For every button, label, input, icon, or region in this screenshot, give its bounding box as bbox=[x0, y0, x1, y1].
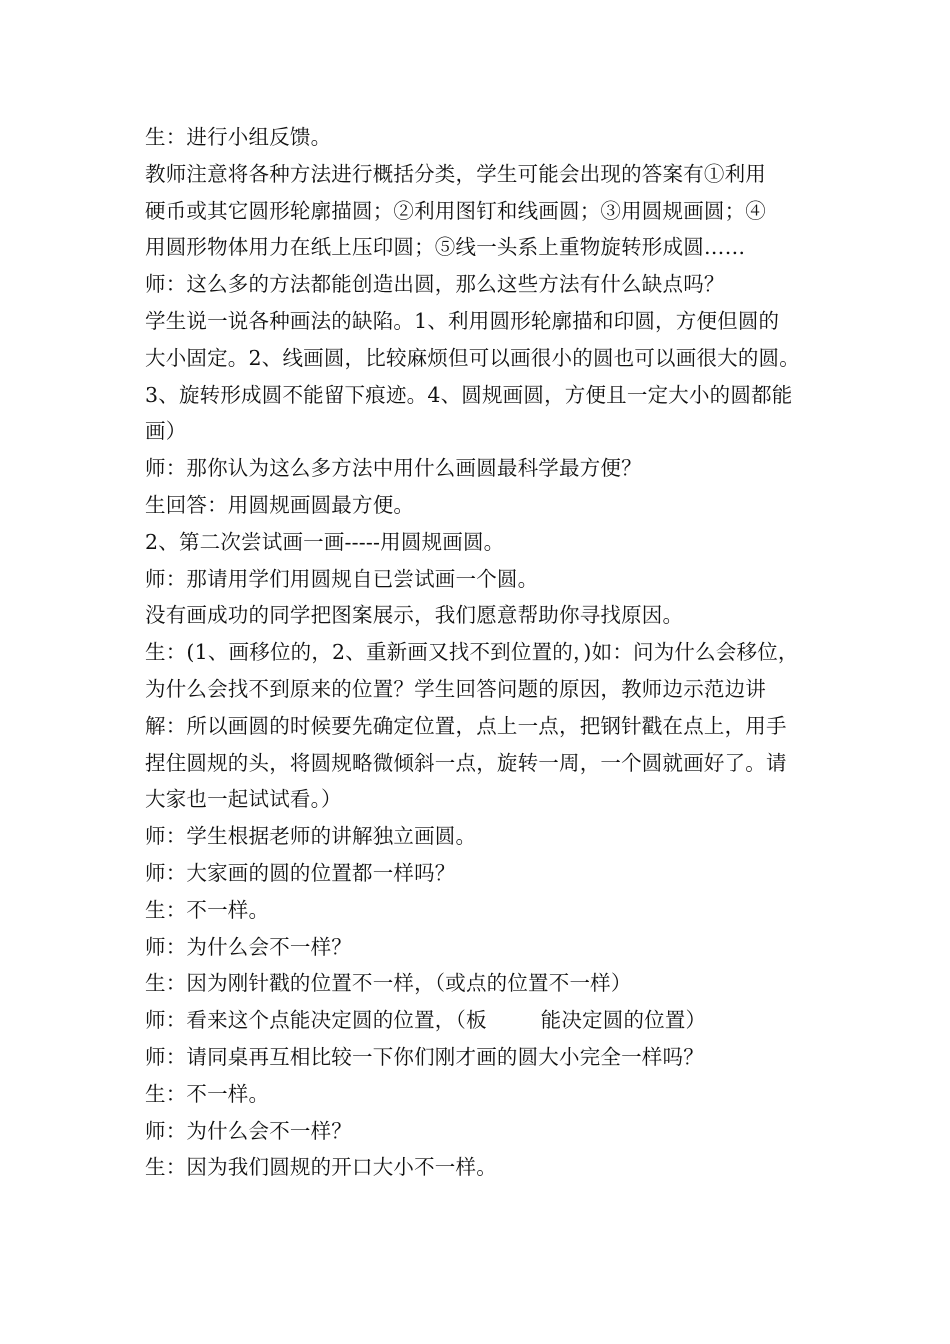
text-line: 生：不一样。 bbox=[145, 897, 270, 922]
text-line-right: 能决定圆的位置） bbox=[540, 1008, 707, 1033]
text-line: 用圆形物体用力在纸上压印圆；⑤线一头系上重物旋转形成圆…… bbox=[145, 235, 746, 260]
text-line: 硬币或其它圆形轮廓描圆；②利用图钉和线画圆；③用圆规画圆；④ bbox=[145, 198, 766, 223]
text-line: 大小固定。2、线画圆，比较麻烦但可以画很小的圆也可以画很大的圆。 bbox=[145, 345, 800, 370]
text-line: 生：(1、画移位的，2、重新画又找不到位置的，)如：问为什么会移位， bbox=[145, 640, 799, 665]
text-line: 生：不一样。 bbox=[145, 1081, 270, 1106]
text-line: 2、第二次尝试画一画-----用圆规画圆。 bbox=[145, 529, 505, 554]
text-line-split bbox=[145, 1002, 817, 1039]
text-line: 大家也一起试试看。） bbox=[145, 787, 342, 812]
text-line: 没有画成功的同学把图案展示，我们愿意帮助你寻找原因。 bbox=[145, 603, 684, 628]
text-line: 捏住圆规的头，将圆规略微倾斜一点，旋转一周，一个圆就画好了。请 bbox=[145, 750, 787, 775]
text-line: 生：因为我们圆规的开口大小不一样。 bbox=[145, 1155, 497, 1180]
text-line: 教师注意将各种方法进行概括分类，学生可能会出现的答案有①利用 bbox=[145, 161, 766, 186]
text-line: 师：那请用学们用圆规自已尝试画一个圆。 bbox=[145, 566, 539, 591]
text-line-left: 师：看来这个点能决定圆的位置，（板 bbox=[145, 1008, 487, 1033]
text-line: 3、旋转形成圆不能留下痕迹。4、圆规画圆，方便且一定大小的圆都能 bbox=[145, 382, 793, 407]
text-line: 生：进行小组反馈。 bbox=[145, 125, 332, 149]
document-body bbox=[145, 119, 817, 1186]
text-line: 师：那你认为这么多方法中用什么画圆最科学最方便？ bbox=[145, 456, 642, 481]
text-line: 师：大家画的圆的位置都一样吗？ bbox=[145, 860, 456, 885]
text-line: 师：为什么会不一样？ bbox=[145, 1118, 352, 1143]
text-line: 师：学生根据老师的讲解独立画圆。 bbox=[145, 824, 477, 849]
text-line: 学生说一说各种画法的缺陷。1、利用圆形轮廓描和印圆，方便但圆的 bbox=[145, 308, 780, 333]
text-line: 生回答：用圆规画圆最方便。 bbox=[145, 492, 415, 517]
text-line: 师：请同桌再互相比较一下你们刚才画的圆大小完全一样吗？ bbox=[145, 1044, 704, 1069]
text-line: 师：这么多的方法都能创造出圆，那么这些方法有什么缺点吗？ bbox=[145, 272, 725, 297]
text-line: 师：为什么会不一样？ bbox=[145, 934, 352, 959]
text-line: 画） bbox=[145, 419, 187, 444]
text-line: 生：因为刚针戳的位置不一样，（或点的位置不一样） bbox=[145, 971, 632, 996]
text-line: 解：所以画圆的时候要先确定位置，点上一点，把钢针戳在点上，用手 bbox=[145, 713, 787, 738]
text-line: 为什么会找不到原来的位置？学生回答问题的原因，教师边示范边讲 bbox=[145, 676, 766, 701]
